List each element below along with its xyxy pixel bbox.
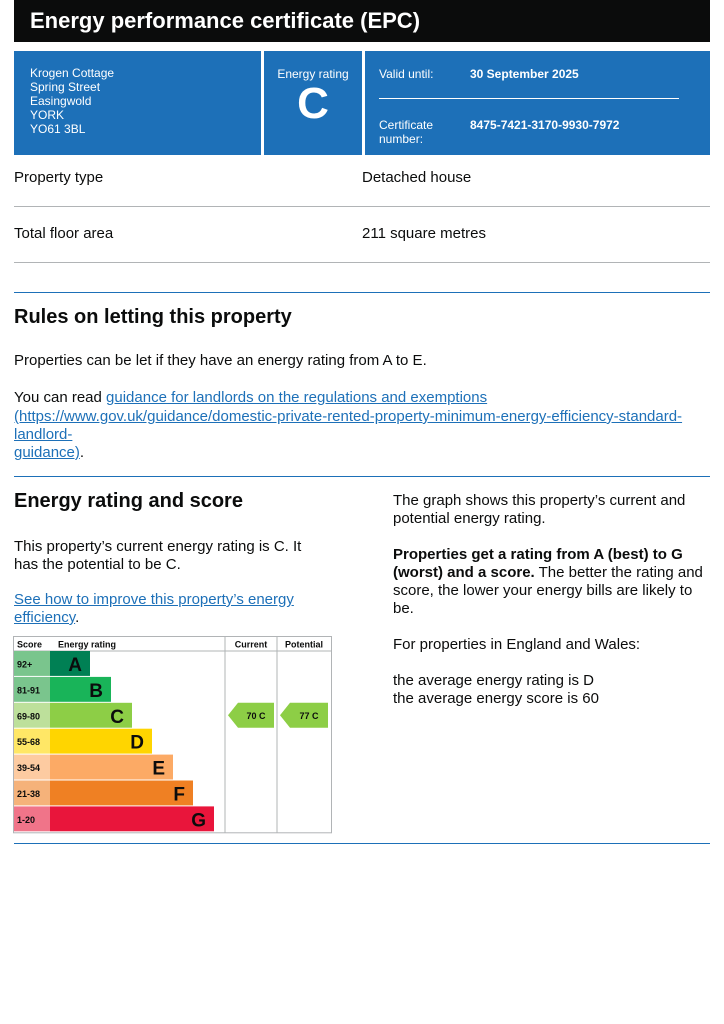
band-letter-a: A [68, 654, 82, 676]
band-bar-f [50, 781, 193, 806]
floor-area-label: Total floor area [14, 225, 114, 242]
band-letter-e: E [152, 758, 165, 780]
improve-suffix: . [75, 609, 80, 626]
letting-guidance-text [14, 389, 710, 407]
graph-description-line-2: potential energy rating. [393, 510, 546, 527]
guidance-url-suffix: . [79, 444, 85, 461]
floor-area-value: 211 square metres [362, 225, 486, 242]
validity-divider [379, 98, 679, 99]
address-line-2: Spring Street [30, 80, 101, 94]
property-type-value: Detached house [362, 169, 472, 186]
section-divider [14, 843, 710, 844]
region-text: For properties in England and Wales: [393, 636, 641, 653]
valid-until-label: Valid until: [379, 67, 434, 81]
address-line-4: YORK [30, 108, 65, 122]
page-header [14, 0, 710, 42]
graph-description-line-1: The graph shows this property’s current and [393, 492, 686, 509]
band-letter-d: D [130, 732, 144, 754]
address [14, 51, 261, 136]
valid-until-value: 30 September 2025 [470, 67, 579, 81]
chart-header-current: Current [234, 639, 268, 650]
letting-heading: Rules on letting this property [14, 306, 292, 328]
energy-rating-line-2: has the potential to be C. [14, 556, 181, 573]
rating-explanation-bold-1: Properties get a rating from A (best) to G [393, 546, 683, 563]
improve-link-line-2[interactable]: efficiency [14, 609, 76, 626]
address-line-1: Krogen Cottage [30, 66, 115, 80]
certificate-label-line-1: Certificate [379, 118, 434, 132]
certificate-number-value: 8475-7421-3170-9930-7972 [470, 118, 620, 132]
energy-rating-text [14, 538, 374, 574]
band-score-d: 55-68 [17, 737, 41, 748]
band-letter-c: C [110, 706, 124, 728]
guidance-url-text [14, 408, 714, 462]
guidance-url-link-line-2[interactable]: guidance) [14, 444, 80, 461]
band-letter-g: G [191, 810, 206, 832]
improve-text [14, 591, 374, 627]
graph-explanation [393, 492, 713, 708]
band-score-a: 92+ [17, 659, 33, 670]
potential-rating-label: 77 C [299, 710, 319, 721]
chart-header-score: Score [17, 639, 43, 650]
epc-summary [14, 51, 710, 155]
divider [14, 262, 710, 263]
rating-explanation [393, 546, 713, 618]
band-bar-g [50, 806, 214, 831]
energy-heading: Energy rating and score [14, 490, 243, 512]
letting-rule-text: Properties can be let if they have an energy rating from A to E. [14, 352, 427, 369]
band-score-e: 39-54 [17, 763, 41, 774]
averages [393, 672, 713, 708]
rating-explanation-line-2: The better the rating and [534, 564, 703, 581]
address-line-3: Easingwold [30, 94, 92, 108]
rating-explanation-bold-2: (worst) and a score. [393, 564, 535, 581]
rating-explanation-line-3: score, the lower your energy bills are likely to [393, 582, 693, 599]
section-divider [14, 292, 710, 293]
property-type-label: Property type [14, 169, 104, 186]
page-title: Energy performance certificate (EPC) [30, 8, 421, 33]
rating-label: Energy rating [277, 67, 349, 81]
average-rating: the average energy rating is D [393, 672, 594, 689]
band-letter-b: B [89, 680, 103, 702]
band-score-c: 69-80 [17, 711, 41, 722]
energy-rating-line-1: This property’s current energy rating is C. It [14, 538, 302, 555]
band-score-b: 81-91 [17, 685, 41, 696]
band-score-g: 1-20 [17, 814, 36, 825]
chart-header-energy-rating: Energy rating [58, 639, 117, 650]
rating-explanation-line-4: be. [393, 600, 414, 617]
rating-letter: C [297, 79, 329, 128]
energy-rating-chart [13, 636, 333, 834]
certificate-label-line-2: number: [379, 132, 424, 146]
band-score-f: 21-38 [17, 788, 41, 799]
address-box [14, 51, 261, 155]
certificate-number-label [379, 118, 433, 146]
band-letter-f: F [173, 784, 185, 806]
validity-box [365, 51, 710, 155]
guidance-link[interactable]: guidance for landlords on the regulations and exemptions [106, 389, 488, 406]
guidance-prefix: You can read [14, 389, 107, 406]
average-score: the average energy score is 60 [393, 690, 599, 707]
divider [14, 206, 710, 207]
improve-link-line-1[interactable]: See how to improve this property’s energy [14, 591, 294, 608]
guidance-url-link-line-1[interactable]: (https://www.gov.uk/guidance/domestic-private-rented-property-minimum-energy-efficiency-standard-landlord- [14, 408, 683, 443]
chart-header-potential: Potential [284, 639, 324, 650]
graph-description [393, 492, 713, 528]
current-rating-label: 70 C [246, 710, 266, 721]
address-line-5: YO61 3BL [30, 122, 86, 136]
section-divider [14, 476, 710, 477]
rating-box [264, 51, 362, 155]
